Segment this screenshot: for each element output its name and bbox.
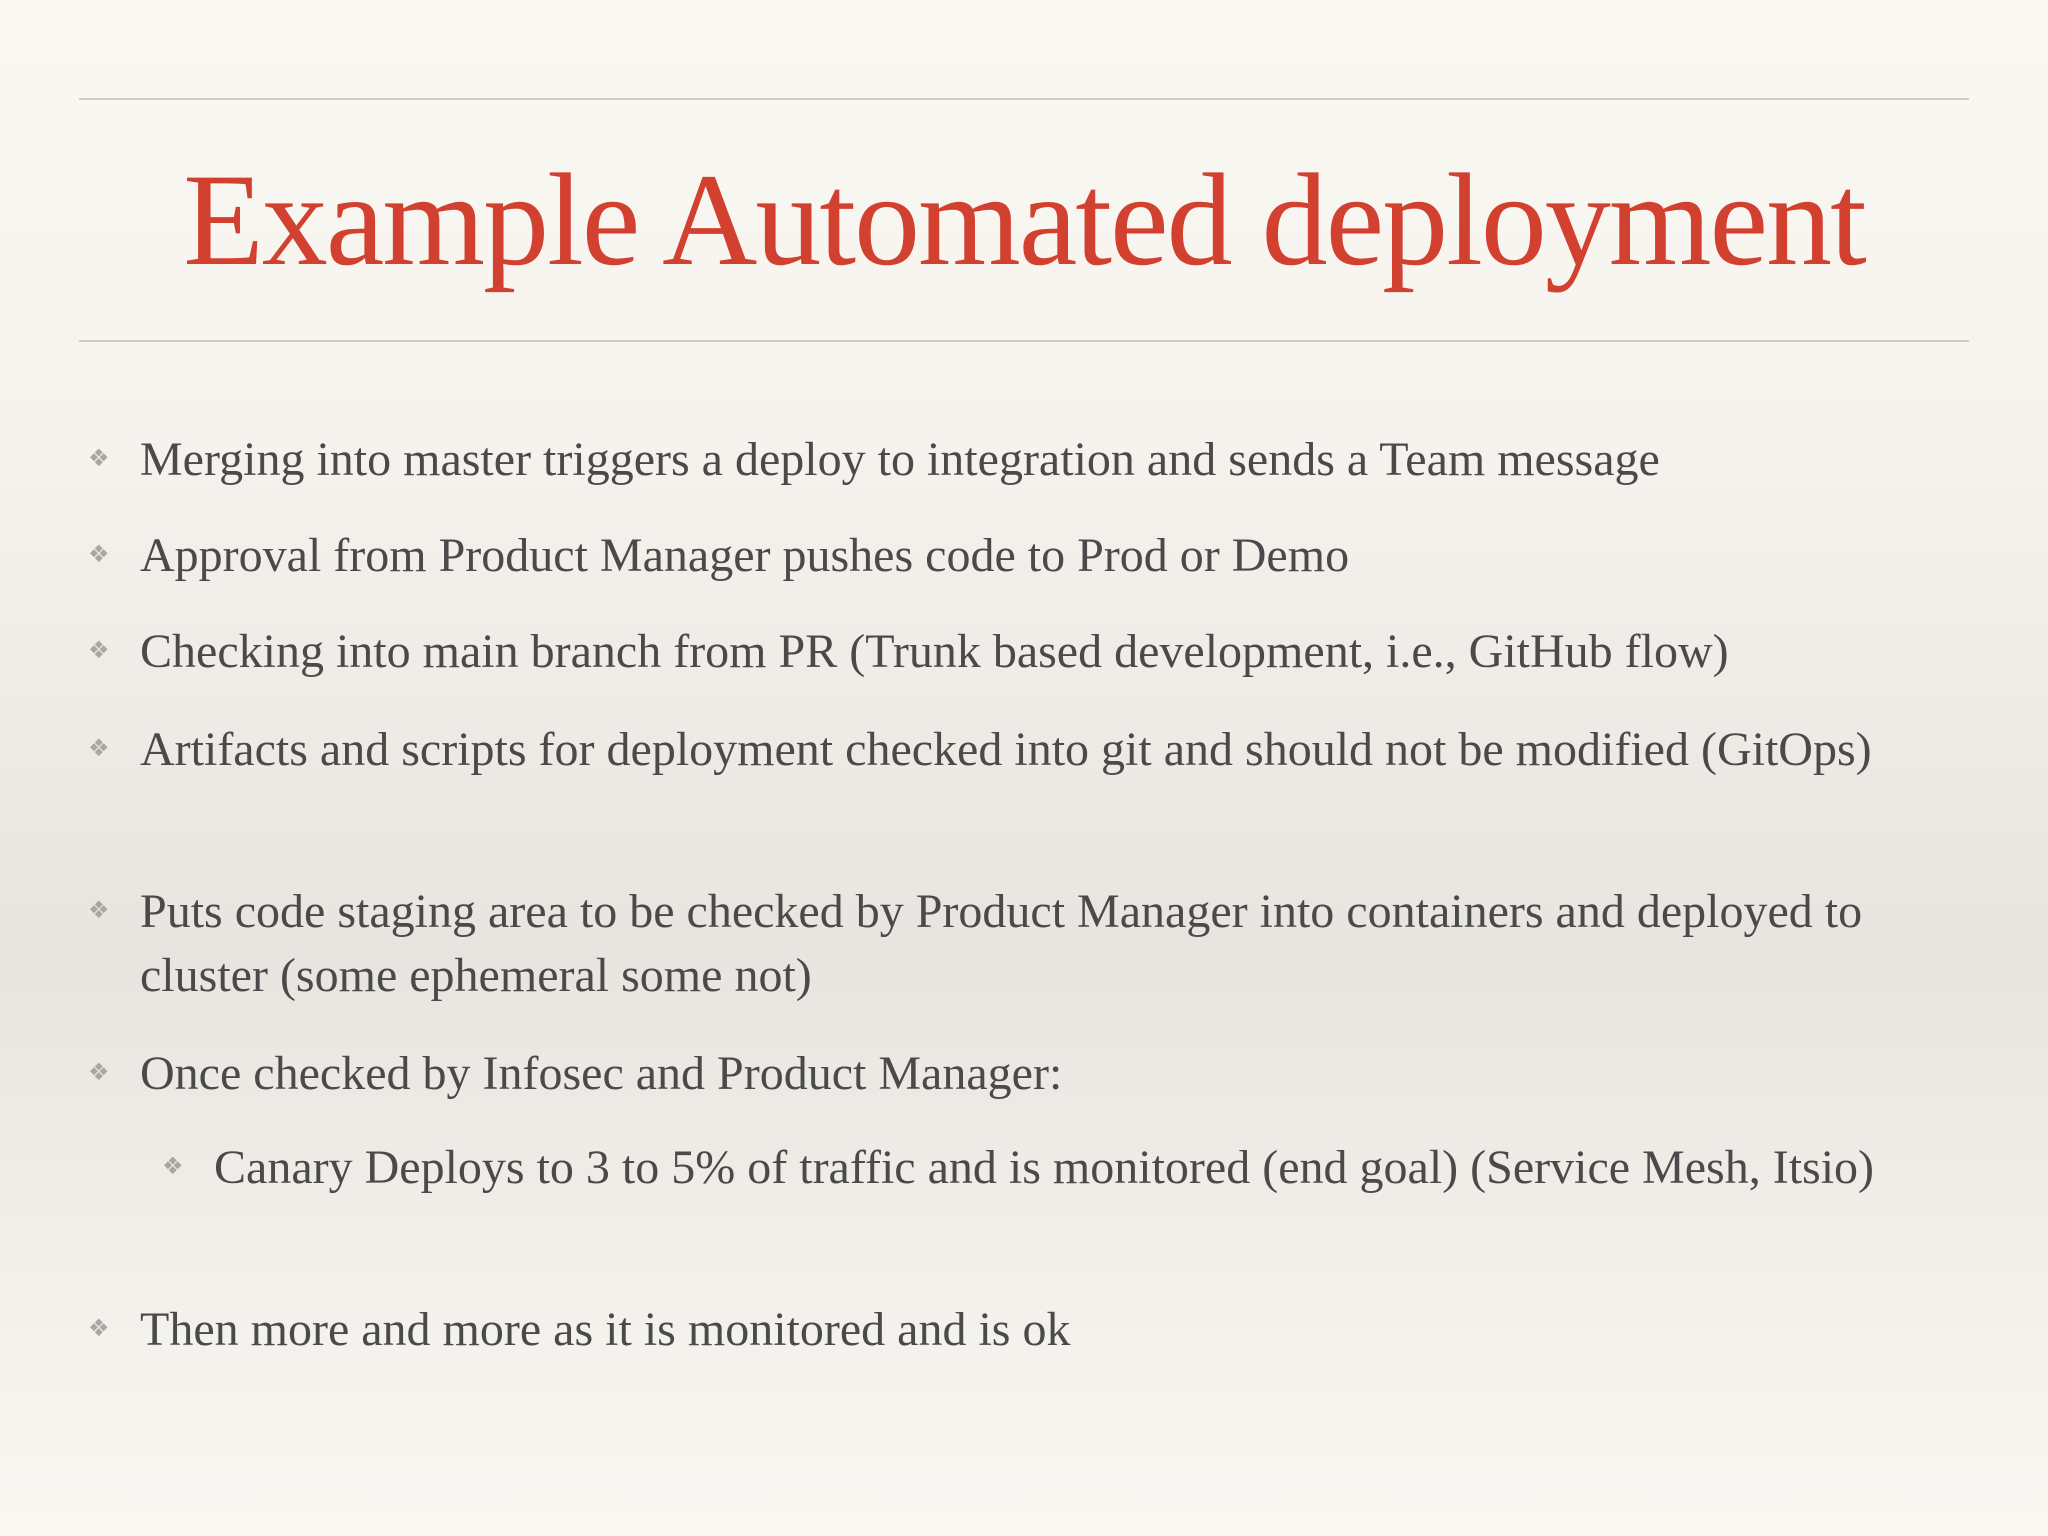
bullet-text: Approval from Product Manager pushes code to Prod or Demo bbox=[140, 529, 1350, 582]
bullet-text: Checking into main branch from PR (Trunk based development, i.e., GitHub flow) bbox=[140, 625, 1729, 678]
bullet-text: Then more and more as it is monitored and is ok bbox=[140, 1303, 1071, 1356]
bullet-text: Merging into master triggers a deploy to integration and sends a Team message bbox=[140, 433, 1660, 486]
diamond-bullet-icon: ❖ bbox=[88, 1314, 110, 1342]
diamond-bullet-icon: ❖ bbox=[88, 1058, 110, 1086]
diamond-bullet-icon: ❖ bbox=[88, 734, 110, 762]
bullet-text: Once checked by Infosec and Product Manager: bbox=[140, 1047, 1063, 1100]
diamond-bullet-icon: ❖ bbox=[88, 444, 110, 472]
bullet-text: Artifacts and scripts for deployment checked into git and should not be modified (GitOps) bbox=[140, 723, 1872, 776]
diamond-bullet-icon: ❖ bbox=[88, 896, 110, 924]
diamond-bullet-icon: ❖ bbox=[88, 540, 110, 568]
bullet-text: Puts code staging area to be checked by Product Manager into containers and deployed to cluster (some ephemeral some not) bbox=[140, 885, 1863, 1002]
slide-title: Example Automated deployment bbox=[183, 146, 1865, 293]
diamond-bullet-icon: ❖ bbox=[162, 1152, 184, 1180]
diamond-bullet-icon: ❖ bbox=[88, 636, 110, 664]
bullet-text: Canary Deploys to 3 to 5% of traffic and is monitored (end goal) (Service Mesh, Itsio) bbox=[214, 1141, 1875, 1194]
